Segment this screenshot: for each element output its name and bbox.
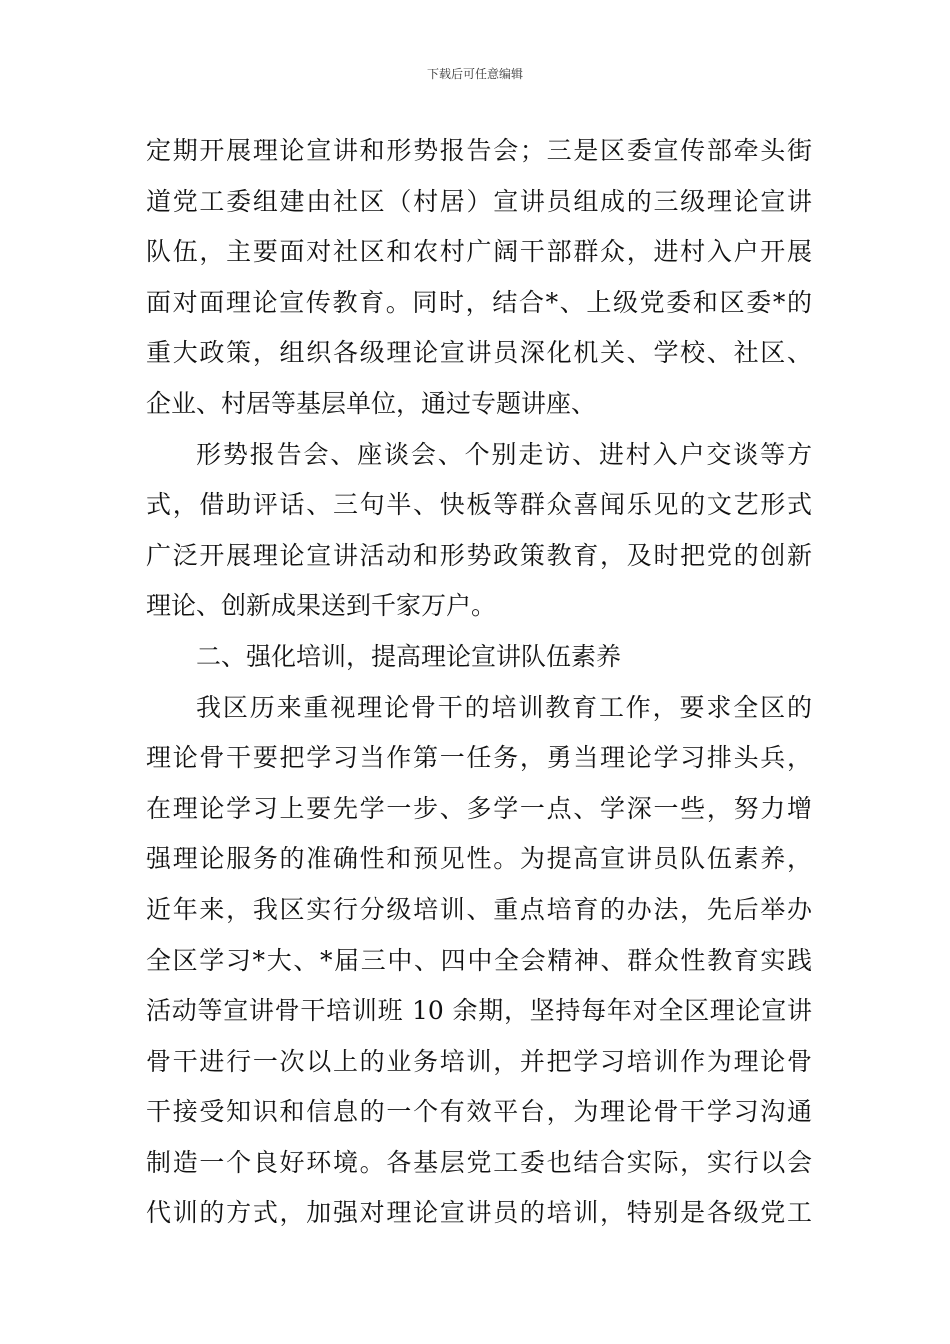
text-line: 制造一个良好环境。各基层党工委也结合实际，实行以会 (146, 1147, 812, 1177)
text-line: 强理论服务的准确性和预见性。为提高宣讲员队伍素养， (146, 844, 812, 874)
text-line: 代训的方式，加强对理论宣讲员的培训，特别是各级党工 (146, 1198, 812, 1228)
text-line: 在理论学习上要先学一步、多学一点、学深一些，努力增 (146, 793, 812, 823)
text-line: 面对面理论宣传教育。同时，结合*、上级党委和区委*的 (146, 287, 812, 317)
text-line: 队伍，主要面对社区和农村广阔干部群众，进村入户开展 (146, 237, 812, 267)
text-line: 理论、创新成果送到千家万户。 (146, 591, 497, 621)
text-line: 干接受知识和信息的一个有效平台，为理论骨干学习沟通 (146, 1097, 812, 1127)
page-header: 下载后可任意编辑 (426, 67, 523, 81)
document-body (146, 126, 812, 1239)
text-line: 全区学习*大、*届三中、四中全会精神、群众性教育实践 (146, 945, 812, 975)
text-line: 企业、村居等基层单位，通过专题讲座、 (146, 388, 597, 418)
text-line: 近年来，我区实行分级培训、重点培育的办法，先后举办 (146, 894, 812, 924)
text-line: 定期开展理论宣讲和形势报告会；三是区委宣传部牵头街 (146, 136, 812, 165)
text-line: 式，借助评话、三句半、快板等群众喜闻乐见的文艺形式 (146, 490, 812, 520)
text-line: 活动等宣讲骨干培训班 10 余期，坚持每年对全区理论宣讲 (146, 996, 812, 1026)
text-line: 我区历来重视理论骨干的培训教育工作，要求全区的 (196, 692, 812, 722)
section-heading: 二、强化培训，提高理论宣讲队伍素养 (196, 641, 622, 671)
text-line: 骨干进行一次以上的业务培训，并把学习培训作为理论骨 (146, 1046, 812, 1076)
text-line: 形势报告会、座谈会、个别走访、进村入户交谈等方 (196, 439, 812, 469)
text-line: 重大政策，组织各级理论宣讲员深化机关、学校、社区、 (146, 338, 812, 368)
text-line: 理论骨干要把学习当作第一任务，勇当理论学习排头兵， (146, 743, 812, 773)
text-line: 道党工委组建由社区（村居）宣讲员组成的三级理论宣讲 (146, 186, 812, 216)
text-line: 广泛开展理论宣讲活动和形势政策教育，及时把党的创新 (146, 540, 812, 570)
